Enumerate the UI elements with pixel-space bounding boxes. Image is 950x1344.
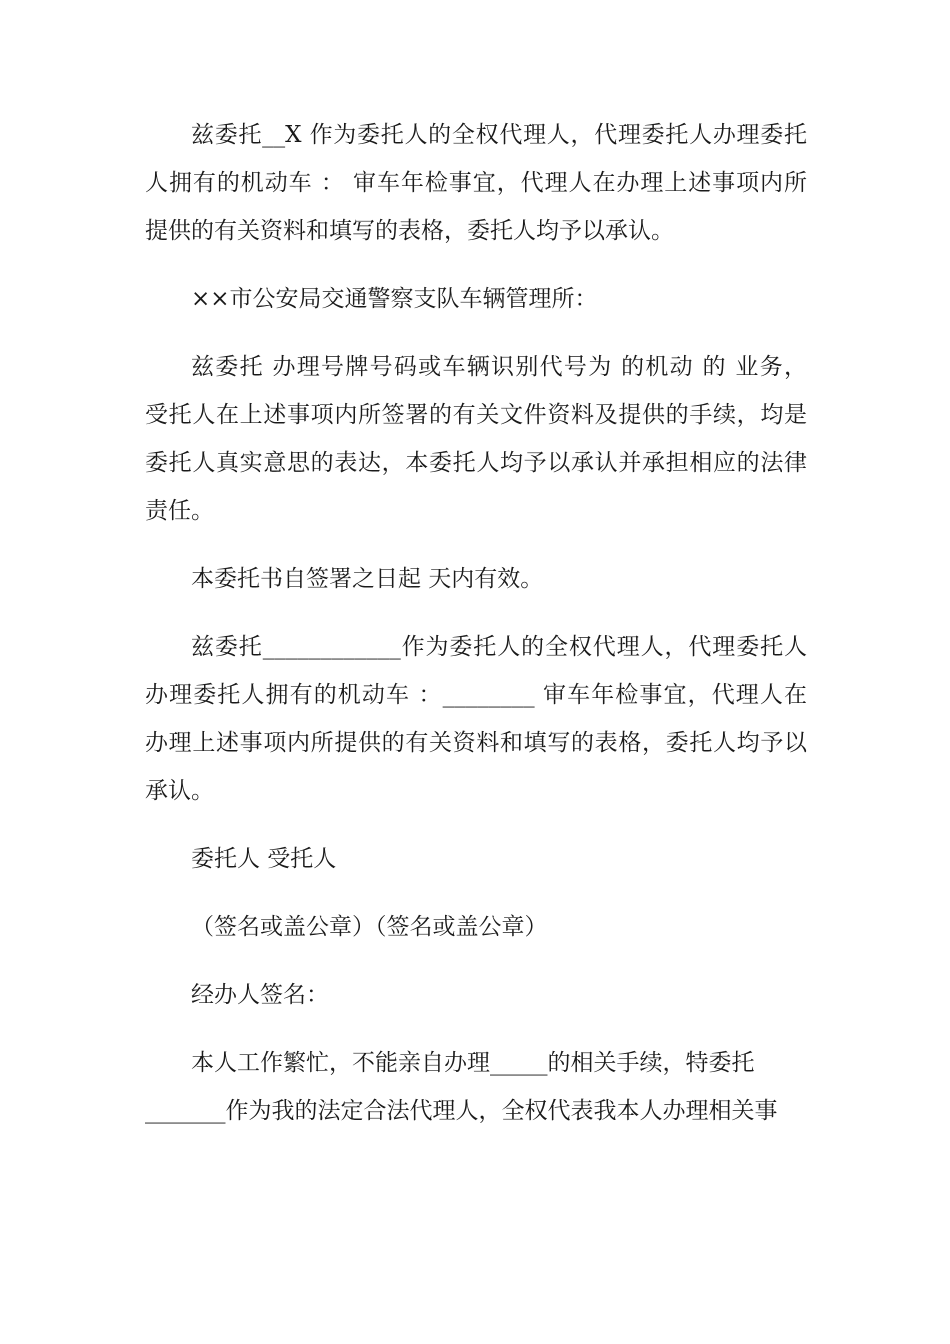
paragraph-line: 责任。 (145, 498, 214, 524)
paragraph-line: 兹委托 办理号牌号码或车辆识别代号为 的机动 的 业务， (191, 354, 807, 380)
paragraph-line: ××市公安局交通警察支队车辆管理所： (191, 286, 598, 312)
paragraph-line: 经办人签名： (191, 982, 329, 1008)
paragraph-9 (145, 1039, 807, 1135)
paragraph-6 (145, 835, 807, 883)
paragraph-2 (145, 275, 807, 323)
paragraph-7 (145, 903, 807, 951)
paragraph-line: 提供的有关资料和填写的表格，委托人均予以承认。 (145, 218, 674, 244)
paragraph-line: 委托人 受托人 (191, 846, 337, 872)
paragraph-line: 委托人真实意思的表达，本委托人均予以承认并承担相应的法律 (145, 450, 807, 476)
paragraph-4 (145, 555, 807, 603)
paragraph-line: 本委托书自签署之日起 天内有效。 (191, 566, 544, 592)
paragraph-line: 办理上述事项内所提供的有关资料和填写的表格，委托人均予以 (145, 730, 807, 756)
paragraph-line: 承认。 (145, 778, 214, 804)
paragraph-line: 受托人在上述事项内所签署的有关文件资料及提供的手续，均是 (145, 402, 807, 428)
paragraph-line: （签名或盖公章）（签名或盖公章） (191, 914, 548, 940)
paragraph-8 (145, 971, 807, 1019)
paragraph-line: _______作为我的法定合法代理人，全权代表我本人办理相关事 (145, 1098, 778, 1124)
paragraph-line: 兹委托____________作为委托人的全权代理人，代理委托人 (191, 634, 807, 660)
document-body (145, 111, 807, 1155)
paragraph-line: 办理委托人拥有的机动车 ：________ 审车年检事宜，代理人在 (145, 682, 807, 708)
paragraph-line: 本人工作繁忙，不能亲自办理_____的相关手续，特委托 (191, 1050, 755, 1076)
paragraph-line: 人拥有的机动车 ： 审车年检事宜，代理人在办理上述事项内所 (145, 170, 807, 196)
paragraph-1 (145, 111, 807, 255)
paragraph-3 (145, 343, 807, 535)
paragraph-line: 兹委托__X 作为委托人的全权代理人，代理委托人办理委托 (191, 122, 807, 148)
paragraph-5 (145, 623, 807, 815)
